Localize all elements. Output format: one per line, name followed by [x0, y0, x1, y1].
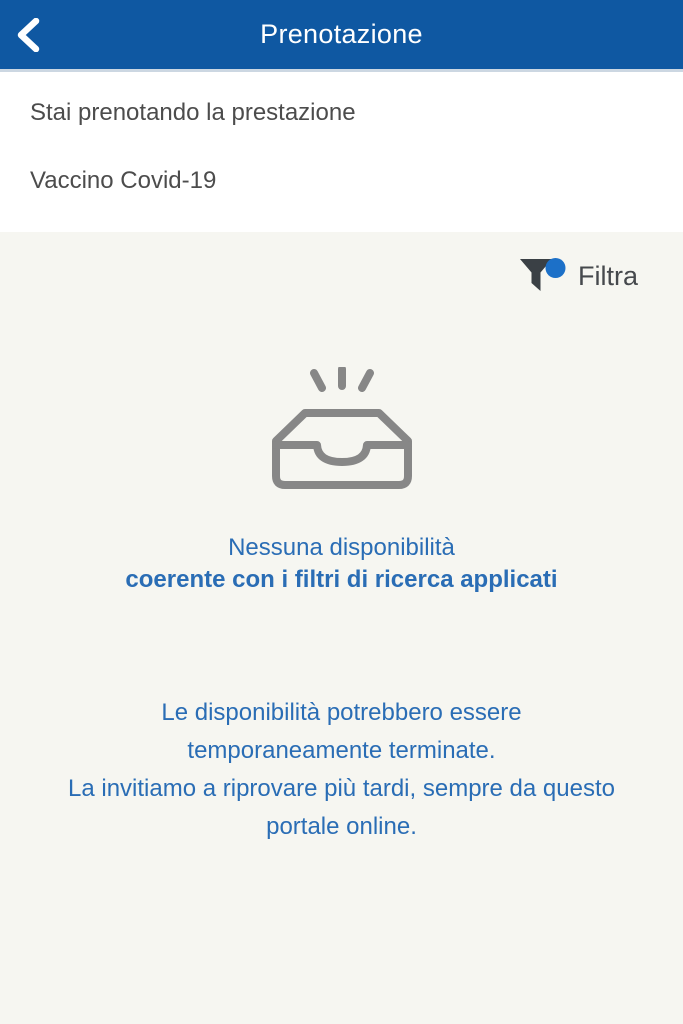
empty-state-message-line: temporaneamente terminate.	[187, 737, 496, 764]
empty-state-title	[125, 532, 557, 596]
empty-state-title-line1: Nessuna disponibilità	[228, 534, 455, 561]
filter-row	[0, 256, 683, 297]
empty-state-message-line: Le disponibilità potrebbero essere	[161, 699, 522, 726]
booking-intro-section	[0, 72, 683, 232]
app-header	[0, 0, 683, 69]
empty-state-message-line: La invitiamo a riprovare più tardi, sempre da questo	[68, 775, 615, 802]
chevron-left-icon	[16, 18, 40, 55]
back-button[interactable]	[6, 14, 50, 58]
page-title: Prenotazione	[260, 19, 423, 49]
funnel-filter-icon	[519, 258, 566, 295]
filter-button[interactable]	[517, 256, 640, 297]
empty-tray-icon	[272, 367, 412, 494]
booking-service-name: Vaccino Covid-19	[30, 167, 217, 194]
empty-state-message-line: portale online.	[266, 813, 417, 840]
booking-intro-label: Stai prenotando la prestazione	[30, 99, 356, 126]
results-section	[0, 232, 683, 1024]
filter-button-label: Filtra	[578, 261, 638, 291]
empty-state-title-line2: coerente con i filtri di ricerca applicati	[125, 566, 558, 593]
empty-state-message	[68, 694, 615, 846]
